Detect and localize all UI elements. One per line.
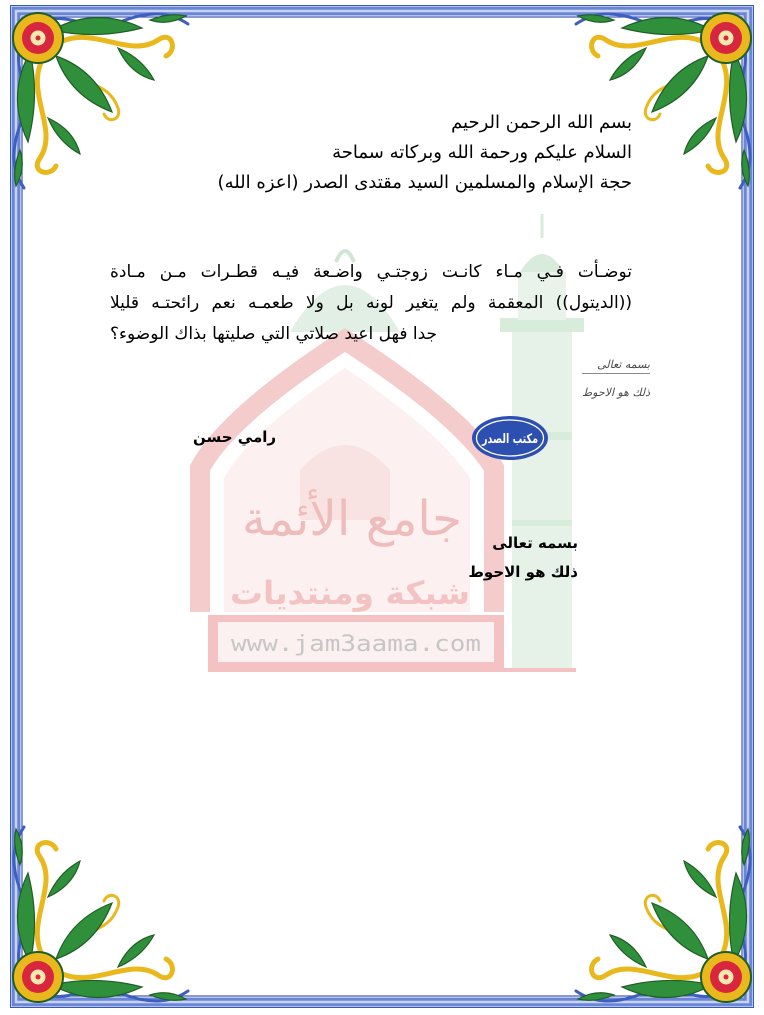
addressee: حجة الإسلام والمسلمين السيد مقتدى الصدر (اعزه الله) xyxy=(217,172,632,193)
watermark-url: www.jam3aama.com xyxy=(231,632,481,657)
sender-name: رامي حسن xyxy=(193,428,277,446)
office-seal xyxy=(470,415,550,461)
corner-ornament-bottom-right xyxy=(576,827,751,1002)
question-paragraph xyxy=(110,257,632,350)
question-line: جدا فهل اعيد صلاتي التي صليتها بذاك الوضوء؟ xyxy=(110,324,438,344)
handwritten-note-line: ذلك هو الاحوط xyxy=(582,386,650,399)
answer-opening: بسمه تعالى xyxy=(492,534,578,552)
question-line: توضـأت فـي مـاء كانـت زوجتـي واضـعة فيـه قطـرات مـن مـادة xyxy=(110,262,632,282)
handwritten-note xyxy=(582,356,650,405)
corner-ornament-bottom-left xyxy=(13,827,188,1002)
basmala: بسم الله الرحمن الرحيم xyxy=(451,112,632,133)
handwritten-note-line: بسمه تعالى xyxy=(582,356,650,374)
corner-ornament-top-left xyxy=(13,13,188,188)
seal-text: مكتب الصدر xyxy=(481,432,538,447)
question-line: ((الديتول)) المعقمة ولم يتغير لونه بل ولا طعمـه نعم رائحتـه قليلا xyxy=(110,293,632,313)
watermark-network-text: شبكة ومنتديات xyxy=(230,574,470,612)
answer-block xyxy=(468,529,578,587)
answer-ruling: ذلك هو الاحوط xyxy=(468,563,578,581)
greeting: السلام عليكم ورحمة الله وبركاته سماحة xyxy=(332,142,632,163)
letter-header xyxy=(218,108,632,198)
watermark-calligraphy: جامع الأئمة xyxy=(242,491,461,547)
